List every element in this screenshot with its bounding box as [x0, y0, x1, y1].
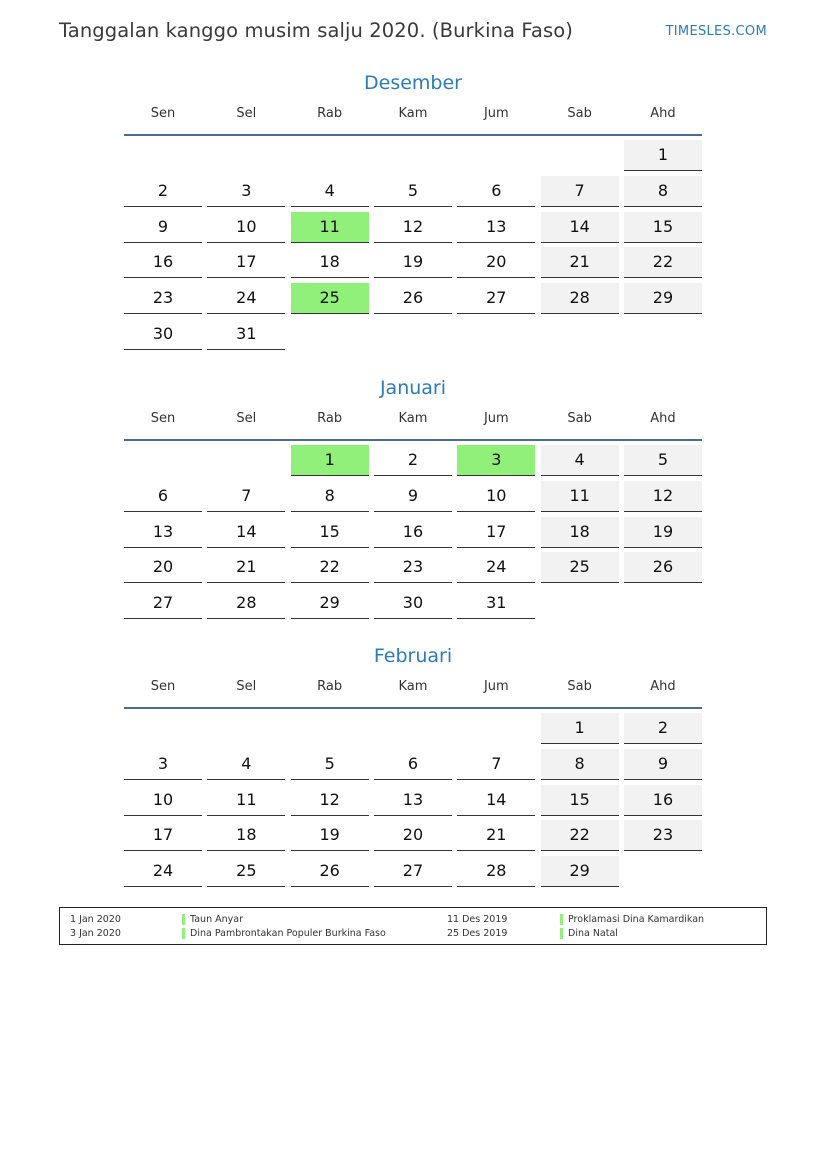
day-cell: 1	[291, 445, 369, 476]
day-cell: 13	[124, 517, 202, 548]
day-grid	[124, 445, 702, 624]
day-cell: 10	[124, 785, 202, 816]
day-cell: 26	[374, 283, 452, 314]
day-cell: 19	[291, 820, 369, 851]
day-cell: 24	[124, 856, 202, 887]
weekday-label: Sen	[150, 411, 176, 426]
day-cell: 6	[457, 176, 535, 207]
day-cell: 28	[457, 856, 535, 887]
legend-date: 3 Jan 2020	[70, 928, 121, 939]
day-cell: 23	[124, 283, 202, 314]
day-cell: 3	[207, 176, 285, 207]
day-grid	[124, 713, 702, 892]
month-title: Januari	[379, 377, 447, 399]
day-cell: 30	[374, 588, 452, 619]
weekday-label: Sel	[236, 106, 257, 121]
weekday-header	[124, 676, 702, 709]
day-cell: 12	[624, 481, 702, 512]
day-cell: 8	[291, 481, 369, 512]
weekday-header	[124, 408, 702, 441]
day-cell: 2	[124, 176, 202, 207]
day-cell: 7	[457, 749, 535, 780]
day-cell: 21	[541, 247, 619, 278]
weekday-label: Ahd	[650, 411, 676, 426]
day-cell: 23	[374, 552, 452, 583]
day-cell: 3	[457, 445, 535, 476]
holiday-swatch	[560, 914, 563, 925]
month-title: Desember	[364, 72, 462, 94]
day-cell: 15	[291, 517, 369, 548]
day-cell: 22	[541, 820, 619, 851]
holiday-swatch	[560, 928, 563, 939]
day-cell: 5	[291, 749, 369, 780]
page-title: Tanggalan kanggo musim salju 2020. (Burkina Faso)	[59, 19, 573, 42]
day-cell: 20	[457, 247, 535, 278]
day-cell: 16	[624, 785, 702, 816]
day-cell: 27	[374, 856, 452, 887]
day-cell: 8	[624, 176, 702, 207]
day-cell: 12	[291, 785, 369, 816]
day-cell: 21	[207, 552, 285, 583]
day-cell: 2	[624, 713, 702, 744]
day-cell: 22	[291, 552, 369, 583]
day-cell: 21	[457, 820, 535, 851]
day-cell: 12	[374, 212, 452, 243]
day-cell: 17	[124, 820, 202, 851]
site-link[interactable]: TIMESLES.COM	[665, 24, 767, 39]
day-cell: 22	[624, 247, 702, 278]
day-cell: 15	[541, 785, 619, 816]
day-cell: 14	[207, 517, 285, 548]
day-cell: 11	[207, 785, 285, 816]
day-cell: 1	[624, 140, 702, 171]
day-cell: 14	[541, 212, 619, 243]
day-cell: 27	[124, 588, 202, 619]
day-cell: 13	[457, 212, 535, 243]
day-cell: 9	[624, 749, 702, 780]
legend-name: Dina Pambrontakan Populer Burkina Faso	[190, 928, 386, 939]
day-cell: 31	[207, 319, 285, 350]
weekday-label: Sen	[150, 679, 176, 694]
day-cell: 8	[541, 749, 619, 780]
day-cell: 9	[374, 481, 452, 512]
day-cell: 17	[457, 517, 535, 548]
weekday-label: Rab	[317, 411, 343, 426]
day-cell: 28	[207, 588, 285, 619]
day-cell: 9	[124, 212, 202, 243]
day-cell: 19	[624, 517, 702, 548]
day-cell: 28	[541, 283, 619, 314]
day-cell: 25	[207, 856, 285, 887]
day-cell: 10	[207, 212, 285, 243]
weekday-label: Sel	[236, 411, 257, 426]
day-cell: 5	[374, 176, 452, 207]
day-cell: 29	[291, 588, 369, 619]
day-cell: 24	[457, 552, 535, 583]
day-cell: 11	[541, 481, 619, 512]
day-cell: 13	[374, 785, 452, 816]
legend-date: 25 Des 2019	[447, 928, 508, 939]
weekday-label: Sab	[567, 411, 592, 426]
legend-name: Dina Natal	[568, 928, 618, 939]
day-cell: 29	[541, 856, 619, 887]
day-cell: 27	[457, 283, 535, 314]
day-cell: 16	[374, 517, 452, 548]
day-cell: 18	[291, 247, 369, 278]
day-cell: 23	[624, 820, 702, 851]
day-cell: 20	[124, 552, 202, 583]
day-cell: 4	[291, 176, 369, 207]
day-cell: 11	[291, 212, 369, 243]
day-cell: 18	[541, 517, 619, 548]
day-cell: 26	[624, 552, 702, 583]
weekday-label: Rab	[317, 106, 343, 121]
month-desember	[124, 69, 702, 355]
day-grid	[124, 140, 702, 355]
weekday-label: Ahd	[650, 106, 676, 121]
weekday-label: Ahd	[650, 679, 676, 694]
weekday-label: Kam	[398, 106, 428, 121]
day-cell: 30	[124, 319, 202, 350]
day-cell: 15	[624, 212, 702, 243]
legend-date: 1 Jan 2020	[70, 914, 121, 925]
day-cell: 19	[374, 247, 452, 278]
day-cell: 26	[291, 856, 369, 887]
weekday-label: Sab	[567, 679, 592, 694]
day-cell: 6	[124, 481, 202, 512]
day-cell: 14	[457, 785, 535, 816]
holiday-legend	[59, 907, 767, 945]
day-cell: 16	[124, 247, 202, 278]
month-februari	[124, 642, 702, 892]
month-januari	[124, 374, 702, 624]
day-cell: 31	[457, 588, 535, 619]
day-cell: 10	[457, 481, 535, 512]
weekday-label: Jum	[483, 106, 509, 121]
weekday-label: Kam	[398, 679, 428, 694]
day-cell: 4	[207, 749, 285, 780]
day-cell: 1	[541, 713, 619, 744]
day-cell: 29	[624, 283, 702, 314]
legend-name: Proklamasi Dina Kamardikan	[568, 914, 705, 925]
day-cell: 2	[374, 445, 452, 476]
legend-date: 11 Des 2019	[447, 914, 508, 925]
day-cell: 17	[207, 247, 285, 278]
day-cell: 5	[624, 445, 702, 476]
holiday-swatch	[182, 928, 185, 939]
day-cell: 3	[124, 749, 202, 780]
day-cell: 24	[207, 283, 285, 314]
weekday-label: Sab	[567, 106, 592, 121]
weekday-label: Jum	[483, 679, 509, 694]
weekday-label: Jum	[483, 411, 509, 426]
weekday-label: Rab	[317, 679, 343, 694]
weekday-label: Sen	[150, 106, 176, 121]
weekday-header	[124, 103, 702, 136]
month-title: Februari	[373, 645, 453, 667]
day-cell: 20	[374, 820, 452, 851]
day-cell: 25	[291, 283, 369, 314]
holiday-swatch	[182, 914, 185, 925]
legend-name: Taun Anyar	[190, 914, 243, 925]
weekday-label: Kam	[398, 411, 428, 426]
day-cell: 7	[541, 176, 619, 207]
weekday-label: Sel	[236, 679, 257, 694]
day-cell: 6	[374, 749, 452, 780]
day-cell: 25	[541, 552, 619, 583]
day-cell: 7	[207, 481, 285, 512]
day-cell: 4	[541, 445, 619, 476]
day-cell: 18	[207, 820, 285, 851]
